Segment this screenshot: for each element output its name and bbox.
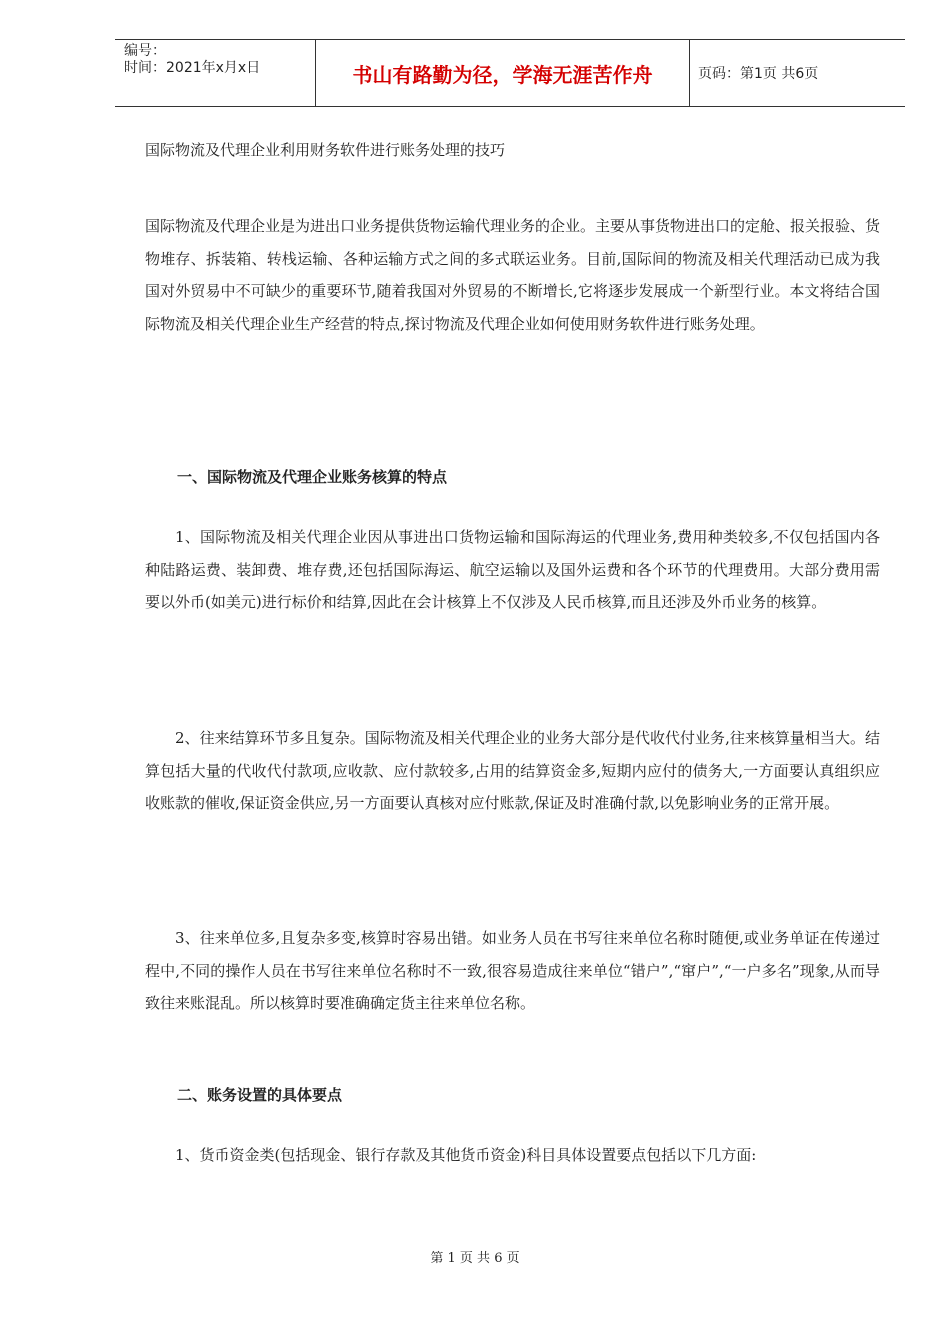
section1-heading: 一、国际物流及代理企业账务核算的特点 <box>177 468 448 486</box>
document-title: 国际物流及代理企业利用财务软件进行账务处理的技巧 <box>145 141 506 159</box>
document-header <box>115 39 905 107</box>
number-label: 编号： <box>124 43 166 59</box>
header-motto: 书山有路勤为径，学海无涯苦作舟 <box>315 40 690 106</box>
header-page-label: 页码：第1页 共6页 <box>698 66 819 82</box>
header-meta <box>115 40 315 106</box>
section1-paragraph-3: 3、往来单位多,且复杂多变,核算时容易出错。如业务人员在书写往来单位名称时随便,或业务单证在传递过程中,不同的操作人员在书写往来单位名称时不一致,很容易造成往来单位“错户”,“窜户”,“一户多名”现象,从而导致往来账混乱。所以核算时要准确确定货主往来单位名称。 <box>145 929 880 1012</box>
section2-paragraph-1: 1、货币资金类(包括现金、银行存款及其他货币资金)科目具体设置要点包括以下几方面: <box>175 1146 757 1164</box>
intro-paragraph: 国际物流及代理企业是为进出口业务提供货物运输代理业务的企业。主要从事货物进出口的定舱、报关报验、货物堆存、拆装箱、转栈运输、各种运输方式之间的多式联运业务。目前,国际间的物流及相关代理活动已成为我国对外贸易中不可缺少的重要环节,随着我国对外贸易的不断增长,它将逐步发展成一个新型行业。本文将结合国际物流及相关代理企业生产经营的特点,探讨物流及代理企业如何使用财务软件进行账务处理。 <box>145 217 881 333</box>
section1-paragraph-2: 2、往来结算环节多且复杂。国际物流及相关代理企业的业务大部分是代收代付业务,往来核算量相当大。结算包括大量的代收代付款项,应收款、应付款较多,占用的结算资金多,短期内应付的债务大,一方面要认真组织应收账款的催收,保证资金供应,另一方面要认真核对应付账款,保证及时准确付款,以免影响业务的正常开展。 <box>145 729 880 812</box>
section2-heading: 二、账务设置的具体要点 <box>177 1086 343 1104</box>
section1-paragraph-1: 1、国际物流及相关代理企业因从事进出口货物运输和国际海运的代理业务,费用种类较多,不仅包括国内各种陆路运费、装卸费、堆存费,还包括国际海运、航空运输以及国外运费和各个环节的代理费用。大部分费用需要以外币(如美元)进行标价和结算,因此在会计核算上不仅涉及人民币核算,而且还涉及外币业务的核算。 <box>145 528 880 611</box>
page-footer: 第 1 页 共 6 页 <box>430 1251 520 1266</box>
time-label: 时间：2021年x月x日 <box>124 60 261 76</box>
